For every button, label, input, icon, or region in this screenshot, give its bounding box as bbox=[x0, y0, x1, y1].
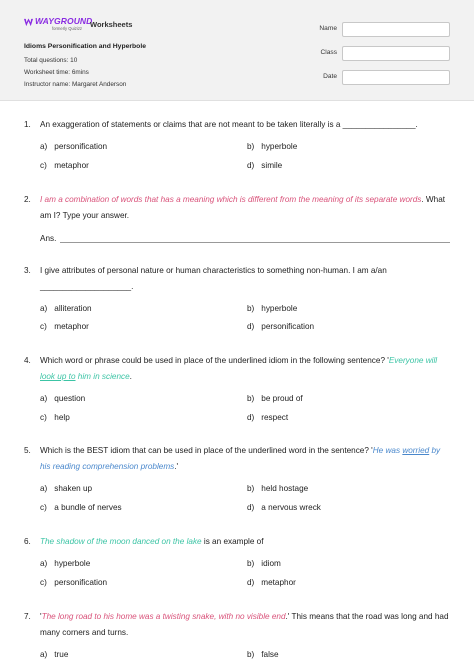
wayground-logo-icon bbox=[24, 18, 33, 27]
instructor-name: Instructor name: Margaret Anderson bbox=[24, 81, 127, 88]
option-d[interactable]: d) respect bbox=[247, 413, 289, 422]
question-number: 1. bbox=[24, 120, 31, 129]
worksheet-header bbox=[0, 0, 474, 101]
answer-line[interactable] bbox=[60, 242, 450, 243]
option-a[interactable]: a) alliteration bbox=[40, 304, 92, 313]
option-b[interactable]: b) be proud of bbox=[247, 394, 303, 403]
question-number: 5. bbox=[24, 446, 31, 455]
quoted-text: I am a combination of words that has a meaning which is different from the meaning of its separate words bbox=[40, 195, 422, 204]
worksheet-time: Worksheet time: 6mins bbox=[24, 69, 89, 76]
date-field[interactable] bbox=[342, 70, 450, 85]
question-number: 2. bbox=[24, 195, 31, 204]
quoted-text: He was worried by his reading comprehension problems bbox=[40, 446, 441, 471]
quoted-text: Everyone will look up to him in science bbox=[40, 356, 438, 381]
option-a[interactable]: a) true bbox=[40, 650, 69, 659]
question-number: 7. bbox=[24, 612, 31, 621]
product-name: Worksheets bbox=[90, 20, 133, 29]
option-a[interactable]: a) shaken up bbox=[40, 484, 93, 493]
option-d[interactable]: d) a nervous wreck bbox=[247, 503, 321, 512]
option-c[interactable]: c) metaphor bbox=[40, 322, 89, 331]
quoted-text: The shadow of the moon danced on the lake bbox=[40, 537, 202, 546]
question-text: An exaggeration of statements or claims that are not meant to be taken literally is a ________________. bbox=[40, 120, 418, 129]
option-d[interactable]: d) personification bbox=[247, 322, 315, 331]
name-field[interactable] bbox=[342, 22, 450, 37]
class-field[interactable] bbox=[342, 46, 450, 61]
option-a[interactable]: a) hyperbole bbox=[40, 559, 91, 568]
option-a[interactable]: a) personification bbox=[40, 142, 108, 151]
underlined-idiom: look up to bbox=[40, 371, 76, 381]
question-text: I give attributes of personal nature or human characteristics to something non-human. I am a/an ____________________. bbox=[40, 266, 387, 291]
answer-label: Ans. bbox=[40, 234, 57, 243]
question-text: Which is the BEST idiom that can be used in place of the underlined word in the sentence? 'He was worried by his reading comprehension problems.' bbox=[40, 446, 441, 471]
option-b[interactable]: b) hyperbole bbox=[247, 304, 298, 313]
option-b[interactable]: b) held hostage bbox=[247, 484, 309, 493]
option-d[interactable]: d) metaphor bbox=[247, 578, 296, 587]
worksheet-title: Idioms Personification and Hyperbole bbox=[24, 43, 146, 50]
date-label: Date bbox=[323, 73, 337, 80]
question-number: 3. bbox=[24, 266, 31, 275]
brand-name: WAYGROUND bbox=[35, 16, 93, 26]
option-c[interactable]: c) personification bbox=[40, 578, 108, 587]
option-a[interactable]: a) question bbox=[40, 394, 86, 403]
question-text: I am a combination of words that has a meaning which is different from the meaning of its separate words. What am I? Type your answer. bbox=[40, 195, 446, 220]
option-b[interactable]: b) false bbox=[247, 650, 279, 659]
option-b[interactable]: b) idiom bbox=[247, 559, 281, 568]
total-questions: Total questions: 10 bbox=[24, 57, 78, 64]
quoted-text: The long road to his home was a twisting snake, with no visible end bbox=[41, 612, 286, 621]
question-text: The shadow of the moon danced on the lake is an example of bbox=[40, 537, 264, 546]
name-label: Name bbox=[319, 25, 337, 32]
underlined-word: worried bbox=[402, 446, 430, 455]
brand-logo bbox=[24, 17, 92, 31]
option-c[interactable]: c) help bbox=[40, 413, 70, 422]
class-label: Class bbox=[320, 49, 337, 56]
option-c[interactable]: c) a bundle of nerves bbox=[40, 503, 122, 512]
question-text: 'The long road to his home was a twisting snake, with no visible end.' This means that the road was long and had many corners and turns. bbox=[40, 612, 449, 637]
option-c[interactable]: c) metaphor bbox=[40, 161, 89, 170]
brand-subtitle: formerly Quizizz bbox=[52, 25, 83, 31]
option-d[interactable]: d) simile bbox=[247, 161, 283, 170]
question-text: Which word or phrase could be used in place of the underlined idiom in the following sentence? 'Everyone will look up to him in science. bbox=[40, 356, 438, 381]
question-number: 6. bbox=[24, 537, 31, 546]
question-number: 4. bbox=[24, 356, 31, 365]
option-b[interactable]: b) hyperbole bbox=[247, 142, 298, 151]
